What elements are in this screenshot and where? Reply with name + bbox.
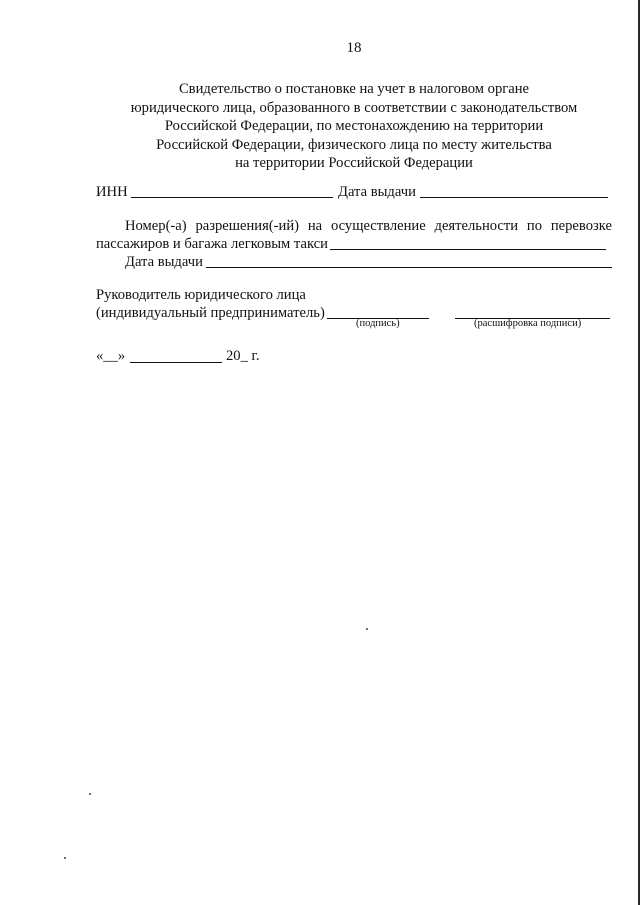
date-day-quote: «__» bbox=[96, 348, 126, 364]
permission-number-field[interactable] bbox=[330, 249, 606, 250]
signature-label-line2: (индивидуальный предприниматель) bbox=[96, 305, 325, 321]
document-heading bbox=[96, 80, 612, 173]
permission-text-line2: пассажиров и багажа легковым такси bbox=[96, 236, 328, 252]
heading-line: на территории Российской Федерации bbox=[235, 155, 473, 172]
permission-word: по bbox=[526, 218, 543, 234]
scan-speck bbox=[366, 628, 368, 630]
permission-word: осуществление bbox=[330, 218, 426, 234]
signature-label-line1: Руководитель юридического лица bbox=[96, 287, 306, 303]
signature-caption: (подпись) bbox=[356, 318, 400, 329]
permission-word: Номер(-а) bbox=[125, 218, 187, 234]
permission-date-field[interactable] bbox=[206, 267, 612, 268]
heading-line: юридического лица, образованного в соответствии с законодательством bbox=[130, 99, 578, 116]
permission-word: разрешения(-ий) bbox=[195, 218, 300, 234]
permission-text-line1 bbox=[96, 217, 612, 235]
scan-speck bbox=[64, 857, 66, 859]
permission-word: перевозке bbox=[550, 218, 612, 234]
page-number: 18 bbox=[346, 40, 362, 56]
heading-line: Свидетельство о постановке на учет в налоговом органе bbox=[178, 81, 530, 97]
inn-field[interactable] bbox=[131, 197, 333, 198]
heading-line: Российской Федерации, физического лица по месту жительства bbox=[156, 136, 552, 153]
inn-date-field[interactable] bbox=[420, 197, 608, 198]
date-month-field[interactable] bbox=[130, 362, 222, 363]
permission-date-label: Дата выдачи bbox=[125, 254, 203, 270]
permission-word: деятельности bbox=[434, 218, 519, 234]
signature-decoding-caption: (расшифровка подписи) bbox=[474, 318, 582, 329]
inn-label: ИНН bbox=[96, 184, 128, 200]
heading-line: Российской Федерации, по местонахождению на территории bbox=[164, 118, 544, 135]
inn-date-label: Дата выдачи bbox=[338, 184, 416, 200]
permission-word: на bbox=[307, 218, 323, 234]
scan-speck bbox=[89, 793, 91, 795]
date-year: 20_ г. bbox=[226, 348, 260, 364]
